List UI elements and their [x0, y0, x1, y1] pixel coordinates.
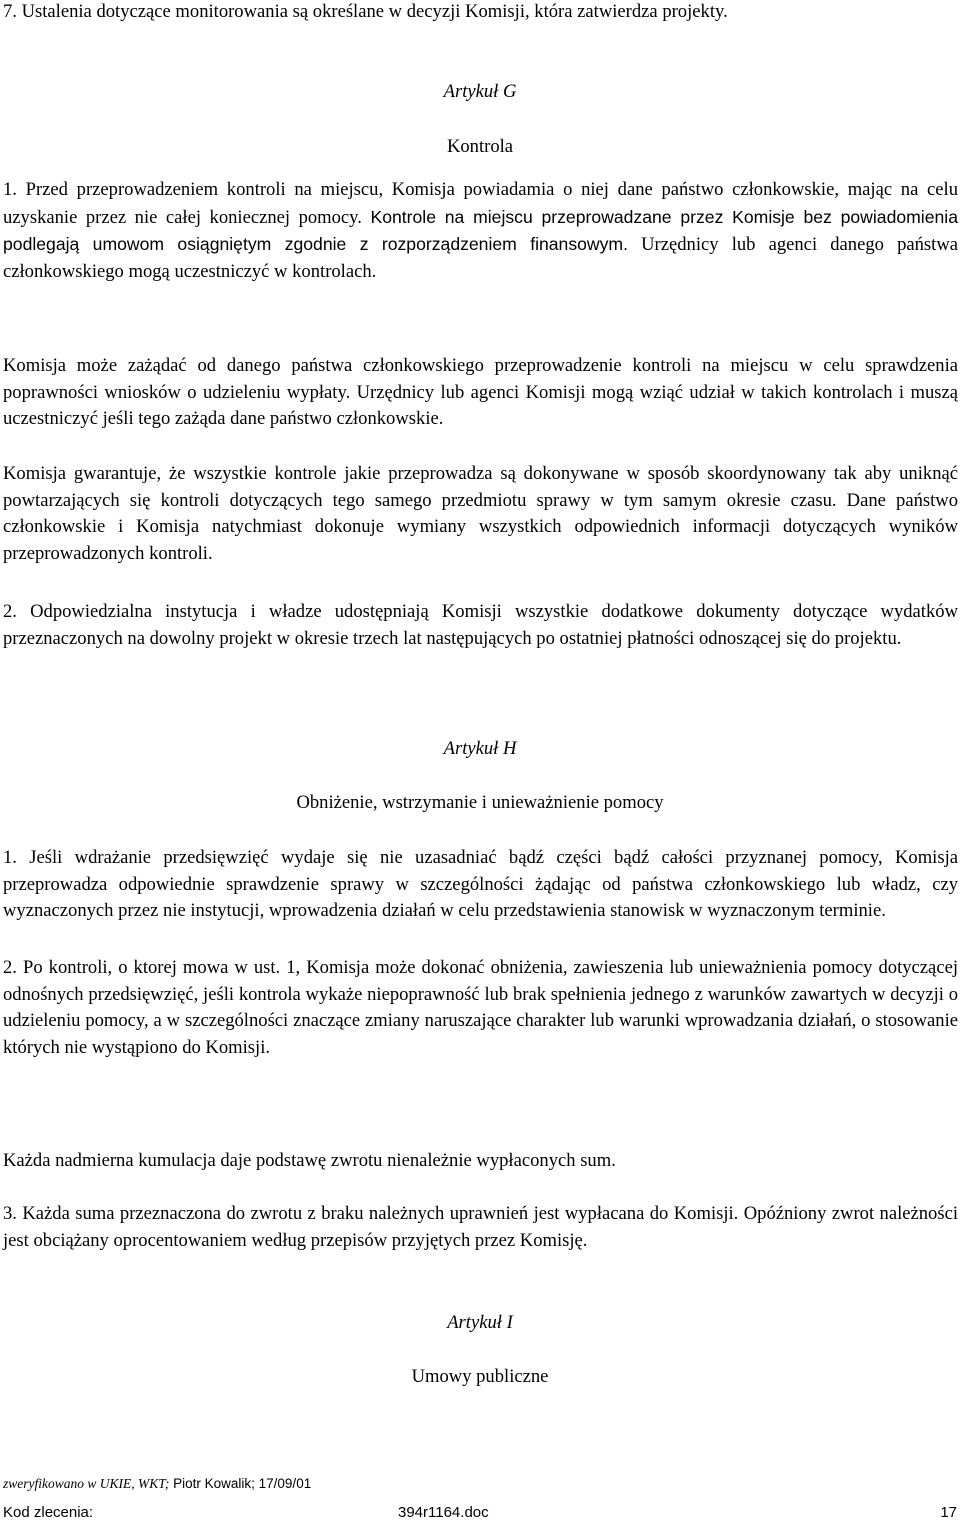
- article-g-paragraph-4: 2. Odpowiedzialna instytucja i władze udostępniają Komisji wszystkie dodatkowe dokumenty dotyczące wydatków przeznaczonych na dowolny projekt w okresie trzech lat następujących po ostatniej płatności odnoszącej się do projektu.: [3, 601, 958, 649]
- article-h-paragraph-1: 1. Jeśli wdrażanie przedsięwzięć wydaje się nie uzasadniać bądź części bądź całości przyznanej pomocy, Komisja przeprowadza odpowiednie sprawdzenie sprawy w szczególności żądając od państwa członkowskiego lub władz, czy wyznaczonych przez nie instytucji, wprowadzenia działań w celu przedstawienia stanowisk w wyznaczonym terminie.: [3, 847, 958, 921]
- article-g-paragraph-1: [3, 177, 958, 285]
- article-h-paragraph-3: Każda nadmierna kumulacja daje podstawę zwrotu nienależnie wypłaconych sum.: [3, 1150, 616, 1171]
- article-i-heading: Artykuł I: [447, 1312, 513, 1333]
- page-number: 17: [940, 1504, 957, 1521]
- article-g-p1-part-c: Urzędnicy lub agenci danego państwa członkowskiego mogą uczestniczyć w kontrolach.: [3, 234, 958, 282]
- article-h-paragraph-2: 2. Po kontroli, o ktorej mowa w ust. 1, Komisja może dokonać obniżenia, zawieszenia lub unieważnienia pomocy dotyczącej odnośnych przedsięwzięć, jeśli kontrola wykaże niepoprawność lub brak spełnienia jednego z warunków zawartych w decyzji o udzieleniu pomocy, a w szczególności znaczące zmiany naruszające charakter lub warunki wprowadzania działań, o stosowanie których nie wystąpiono do Komisji.: [3, 957, 958, 1058]
- article-g-heading: Artykuł G: [443, 81, 517, 102]
- document-filename: 394r1164.doc: [398, 1504, 489, 1521]
- article-g-paragraph-3: Komisja gwarantuje, że wszystkie kontrole jakie przeprowadza są dokonywane w sposób skoordynowany tak aby uniknąć powtarzających się kontroli dotyczących tego samego przedmiotu sprawy w tym samym okresie czasu. Dane państwo członkowskie i Komisja natychmiast dokonuje wymiany wszystkich odpowiednich informacji dotyczących wyników przeprowadzonych kontroli.: [3, 463, 958, 564]
- article-h-title: Obniżenie, wstrzymanie i unieważnienie pomocy: [296, 792, 664, 813]
- verification-note: [3, 1476, 311, 1492]
- article-g-p1-part-b: Kontrole na miejscu przeprowadzane przez Komisje bez powiadomienia podlegają umowom osiągniętym zgodnie z rozporządzeniem finansowym.: [3, 206, 958, 254]
- article-g-p1-part-a: 1. Przed przeprowadzeniem kontroli na miejscu, Komisja powiadamia o niej dane państwo członkowskie, mając na celu uzyskanie przez nie całej koniecznej pomocy.: [3, 179, 958, 228]
- verification-note-italic: zweryfikowano w UKIE, WKT;: [3, 1476, 170, 1491]
- article-i-title: Umowy publiczne: [411, 1366, 549, 1387]
- article-h-paragraph-4: 3. Każda suma przeznaczona do zwrotu z braku należnych uprawnień jest wypłacana do Komisji. Opóźniony zwrot należności jest obciążany oprocentowaniem według przepisów przyjętych przez Komisję.: [3, 1203, 958, 1251]
- page-footer: [3, 1503, 957, 1523]
- article-g-paragraph-2: Komisja może zażądać od danego państwa członkowskiego przeprowadzenie kontroli na miejscu w celu sprawdzenia poprawności wniosków o udzieleniu wypłaty. Urzędnicy lub agenci Komisji mogą wziąć udział w takich kontrolach i muszą uczestniczyć jeśli tego zażąda dane państwo członkowskie.: [3, 355, 958, 429]
- item-7-text: 7. Ustalenia dotyczące monitorowania są określane w decyzji Komisji, która zatwierdza projekty.: [3, 1, 728, 22]
- verification-note-author-date: Piotr Kowalik; 17/09/01: [169, 1476, 312, 1491]
- article-h-heading: Artykuł H: [443, 738, 517, 759]
- order-code-label: Kod zlecenia:: [3, 1504, 94, 1521]
- article-g-title: Kontrola: [446, 136, 514, 157]
